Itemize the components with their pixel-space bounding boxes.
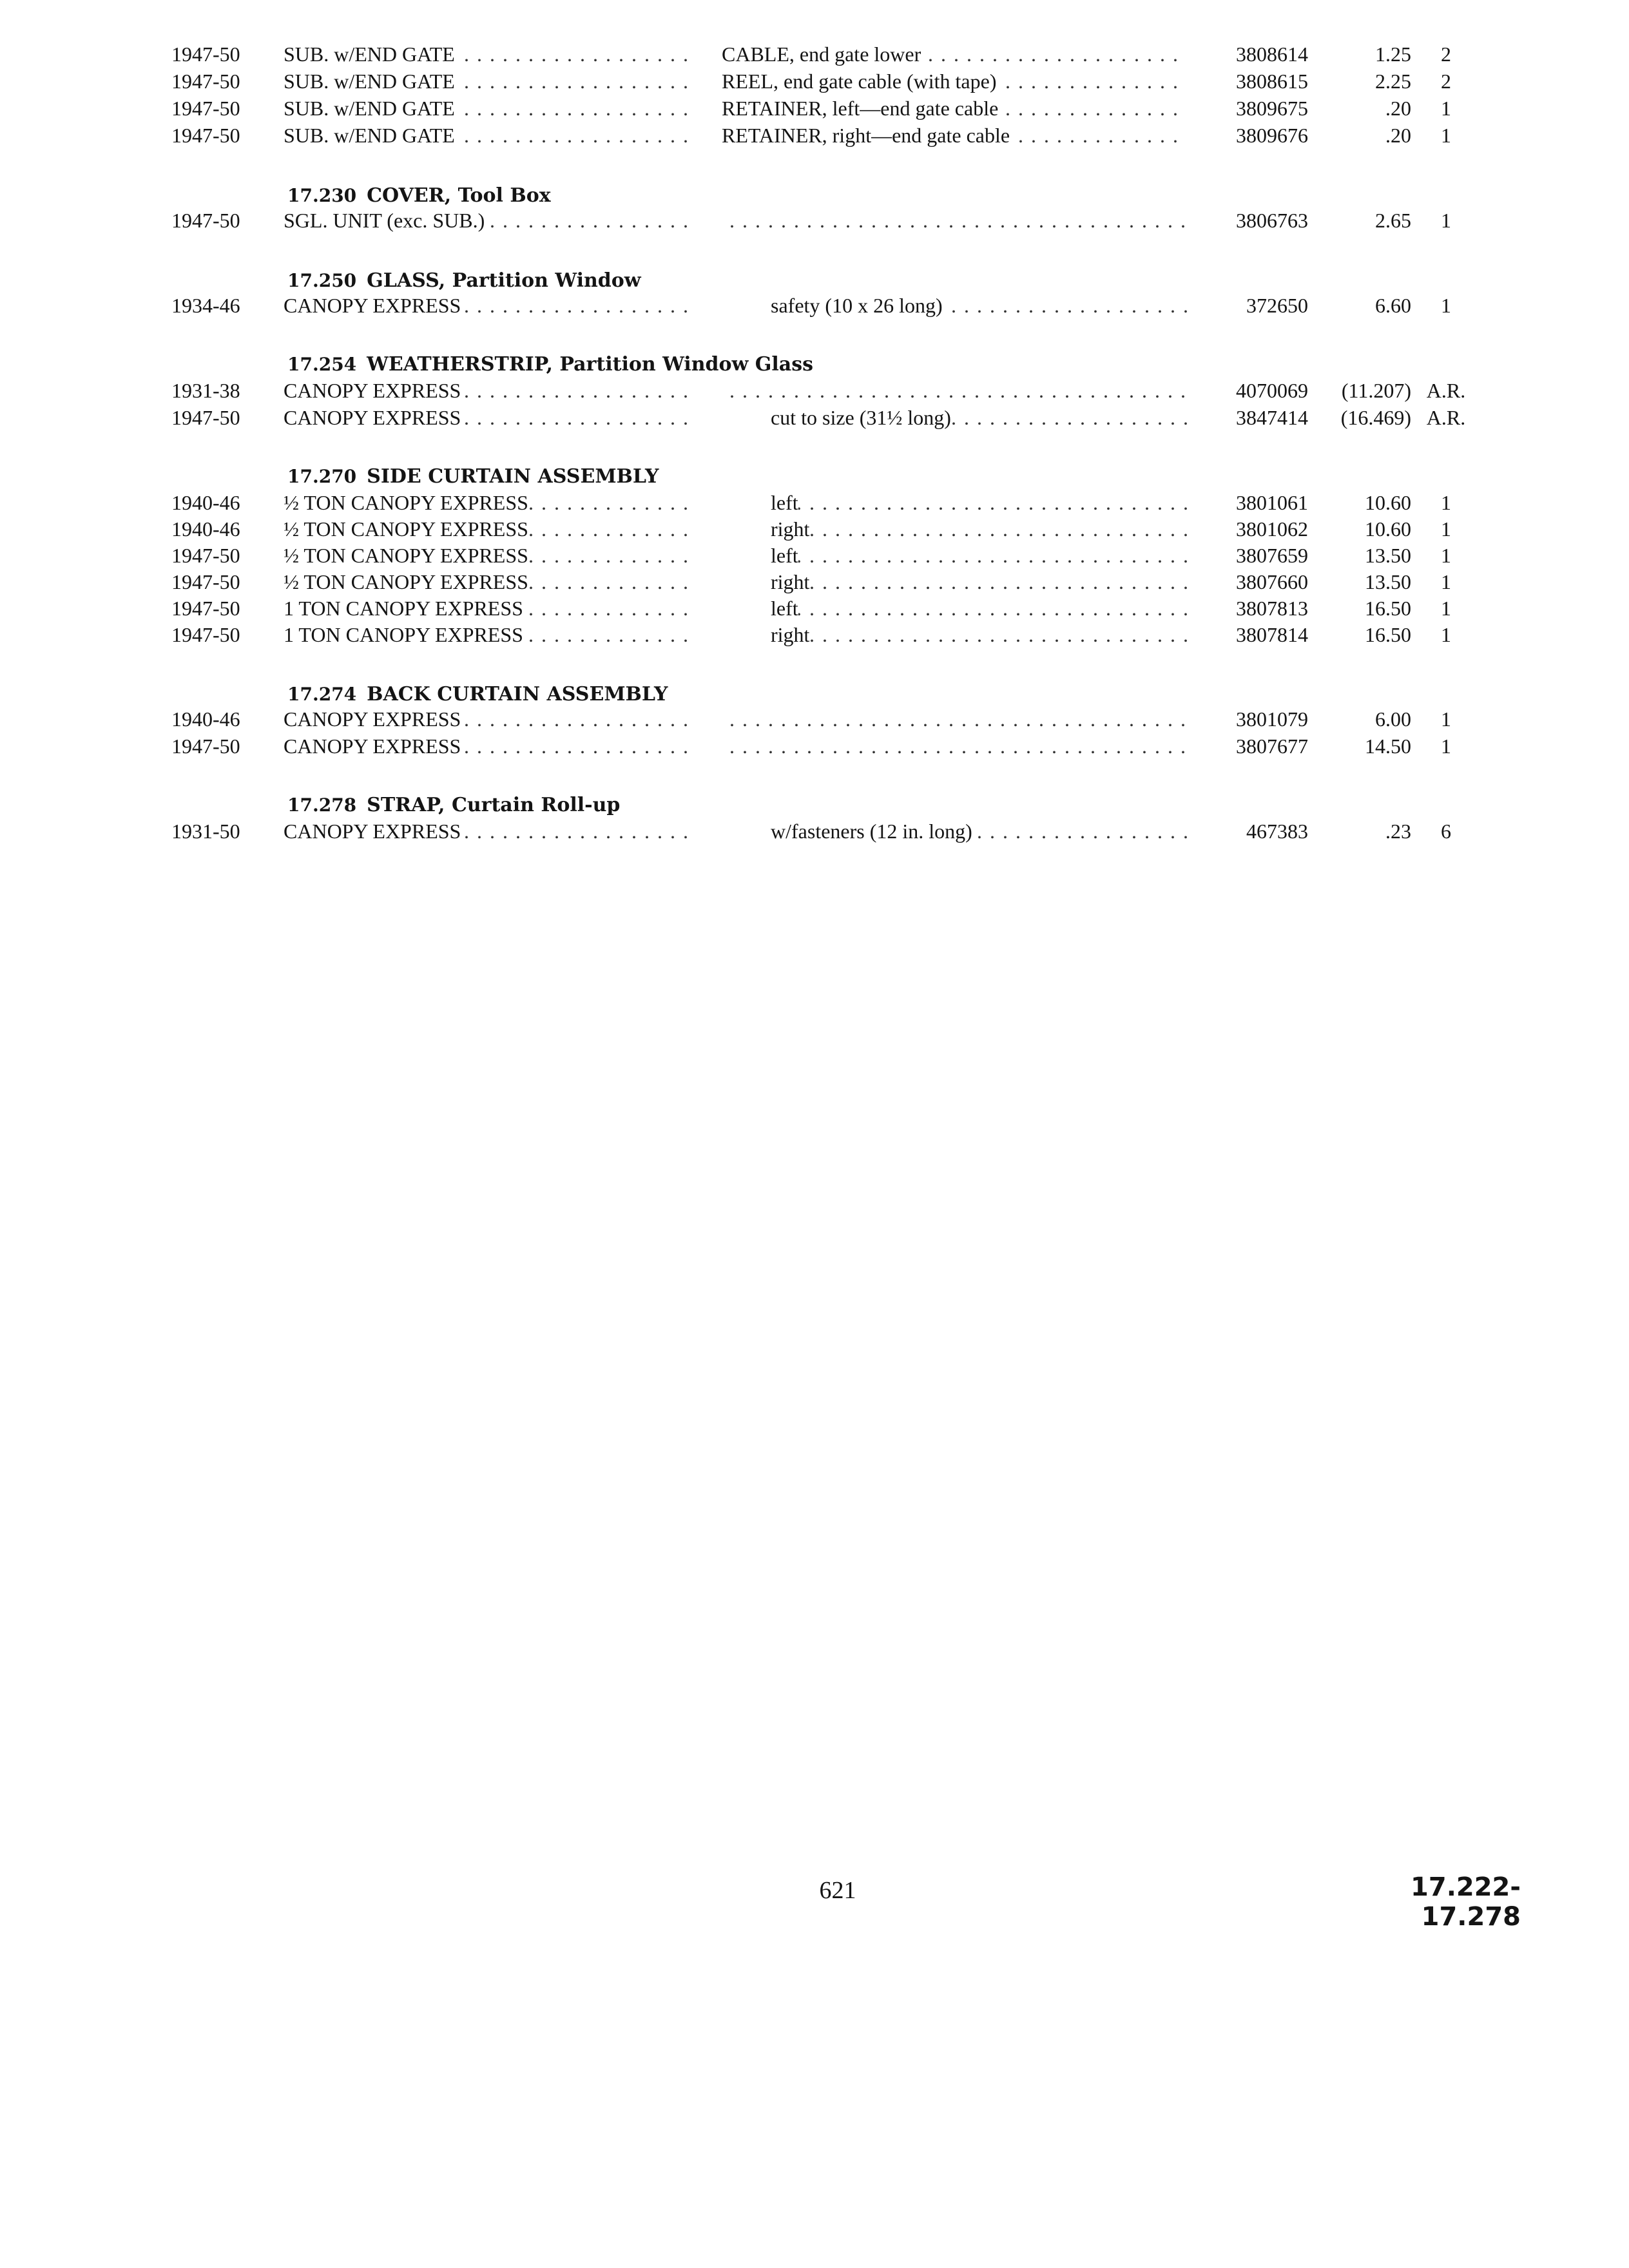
year-range: 1947-50 bbox=[171, 70, 240, 93]
quantity: 1 bbox=[1441, 544, 1451, 567]
section-title: BACK CURTAIN ASSEMBLY bbox=[367, 683, 668, 706]
part-description: RETAINER, right—end gate cable . . . bbox=[722, 121, 1187, 149]
part-number: 4070069 bbox=[1236, 379, 1308, 402]
part-description bbox=[722, 705, 1187, 733]
table-row bbox=[0, 817, 1629, 845]
part-description bbox=[722, 732, 1187, 760]
table-row bbox=[0, 541, 1629, 570]
part-description: right . . . bbox=[771, 620, 1187, 649]
table-row bbox=[0, 206, 1629, 235]
model-name: SGL. UNIT (exc. SUB.) . . . bbox=[284, 206, 696, 235]
model-name: SUB. w/END GATE . . . bbox=[284, 121, 696, 149]
quantity: 1 bbox=[1441, 209, 1451, 232]
section-heading bbox=[287, 463, 659, 491]
table-row bbox=[0, 121, 1629, 149]
table-row bbox=[0, 594, 1629, 622]
list-price: 1.25 bbox=[1375, 43, 1411, 66]
list-price: (11.207) bbox=[1341, 379, 1411, 402]
model-name: 1 TON CANOPY EXPRESS . . . bbox=[284, 620, 696, 649]
table-row bbox=[0, 705, 1629, 733]
part-number: 372650 bbox=[1246, 294, 1308, 317]
part-description bbox=[722, 376, 1187, 405]
part-description: left . . . bbox=[771, 541, 1187, 570]
section-number: 17.230 bbox=[287, 185, 357, 206]
quantity: 1 bbox=[1441, 597, 1451, 620]
list-price: 13.50 bbox=[1365, 570, 1411, 593]
table-row bbox=[0, 732, 1629, 760]
part-description bbox=[722, 206, 1187, 235]
quantity: A.R. bbox=[1426, 406, 1466, 429]
list-price: 6.60 bbox=[1375, 294, 1411, 317]
table-row bbox=[0, 67, 1629, 95]
part-number: 3807814 bbox=[1236, 623, 1308, 646]
part-number: 3807677 bbox=[1236, 735, 1308, 758]
section-title: COVER, Tool Box bbox=[367, 184, 551, 207]
table-row bbox=[0, 94, 1629, 122]
quantity: 1 bbox=[1441, 623, 1451, 646]
part-number: 3801062 bbox=[1236, 517, 1308, 541]
list-price: 16.50 bbox=[1365, 623, 1411, 646]
quantity: 1 bbox=[1441, 491, 1451, 514]
model-name: CANOPY EXPRESS . . . bbox=[284, 705, 696, 733]
part-number: 3801061 bbox=[1236, 491, 1308, 514]
section-title: SIDE CURTAIN ASSEMBLY bbox=[367, 465, 659, 488]
model-name: SUB. w/END GATE . . . bbox=[284, 40, 696, 68]
list-price: .20 bbox=[1385, 97, 1411, 120]
part-number: 3801079 bbox=[1236, 707, 1308, 731]
quantity: 1 bbox=[1441, 294, 1451, 317]
list-price: 16.50 bbox=[1365, 597, 1411, 620]
part-number: 3807660 bbox=[1236, 570, 1308, 593]
page-number: 621 bbox=[819, 1877, 856, 1904]
part-number: 3806763 bbox=[1236, 209, 1308, 232]
part-description: right . . . bbox=[771, 568, 1187, 596]
list-price: 2.25 bbox=[1375, 70, 1411, 93]
list-price: 6.00 bbox=[1375, 707, 1411, 731]
model-name: CANOPY EXPRESS . . . bbox=[284, 817, 696, 845]
part-description: CABLE, end gate lower . . . bbox=[722, 40, 1187, 68]
year-range: 1947-50 bbox=[171, 124, 240, 147]
year-range: 1947-50 bbox=[171, 97, 240, 120]
part-number: 3808614 bbox=[1236, 43, 1308, 66]
model-name: CANOPY EXPRESS . . . bbox=[284, 376, 696, 405]
model-name: CANOPY EXPRESS . . . bbox=[284, 732, 696, 760]
quantity: 1 bbox=[1441, 517, 1451, 541]
part-description: w/fasteners (12 in. long) . . . bbox=[771, 817, 1187, 845]
list-price: 10.60 bbox=[1365, 517, 1411, 541]
page-range: 17.222-17.278 bbox=[1411, 1872, 1521, 1932]
year-range: 1947-50 bbox=[171, 209, 240, 232]
model-name: ½ TON CANOPY EXPRESS . . . bbox=[284, 488, 696, 517]
part-description: left . . . bbox=[771, 594, 1187, 622]
year-range: 1947-50 bbox=[171, 406, 240, 429]
model-name: ½ TON CANOPY EXPRESS . . . bbox=[284, 515, 696, 543]
table-row bbox=[0, 40, 1629, 68]
list-price: .23 bbox=[1385, 820, 1411, 843]
year-range: 1947-50 bbox=[171, 570, 240, 593]
list-price: 14.50 bbox=[1365, 735, 1411, 758]
year-range: 1947-50 bbox=[171, 597, 240, 620]
section-title: WEATHERSTRIP, Partition Window Glass bbox=[367, 353, 813, 376]
section-number: 17.274 bbox=[287, 684, 357, 705]
quantity: 1 bbox=[1441, 124, 1451, 147]
part-description: RETAINER, left—end gate cable . . . bbox=[722, 94, 1187, 122]
section-number: 17.278 bbox=[287, 794, 357, 816]
table-row bbox=[0, 291, 1629, 320]
table-row bbox=[0, 620, 1629, 649]
list-price: 13.50 bbox=[1365, 544, 1411, 567]
part-number: 3809675 bbox=[1236, 97, 1308, 120]
quantity: 1 bbox=[1441, 570, 1451, 593]
quantity: 1 bbox=[1441, 97, 1451, 120]
part-number: 3809676 bbox=[1236, 124, 1308, 147]
part-description: safety (10 x 26 long) . . . bbox=[771, 291, 1187, 320]
year-range: 1947-50 bbox=[171, 623, 240, 646]
section-title: GLASS, Partition Window bbox=[367, 269, 641, 292]
section-number: 17.254 bbox=[287, 354, 357, 375]
year-range: 1947-50 bbox=[171, 735, 240, 758]
part-number: 3807813 bbox=[1236, 597, 1308, 620]
model-name: CANOPY EXPRESS . . . bbox=[284, 403, 696, 432]
part-number: 467383 bbox=[1246, 820, 1308, 843]
part-description: right . . . bbox=[771, 515, 1187, 543]
year-range: 1934-46 bbox=[171, 294, 240, 317]
quantity: 2 bbox=[1441, 70, 1451, 93]
model-name: SUB. w/END GATE . . . bbox=[284, 67, 696, 95]
table-row bbox=[0, 376, 1629, 405]
table-row bbox=[0, 568, 1629, 596]
part-description: left . . . bbox=[771, 488, 1187, 517]
part-description: REEL, end gate cable (with tape) . . . bbox=[722, 67, 1187, 95]
part-number: 3808615 bbox=[1236, 70, 1308, 93]
part-number: 3847414 bbox=[1236, 406, 1308, 429]
model-name: ½ TON CANOPY EXPRESS . . . bbox=[284, 541, 696, 570]
model-name: 1 TON CANOPY EXPRESS . . . bbox=[284, 594, 696, 622]
section-number: 17.270 bbox=[287, 466, 357, 487]
model-name: SUB. w/END GATE . . . bbox=[284, 94, 696, 122]
section-heading bbox=[287, 351, 813, 379]
quantity: 6 bbox=[1441, 820, 1451, 843]
list-price: (16.469) bbox=[1340, 406, 1411, 429]
table-row bbox=[0, 403, 1629, 432]
year-range: 1947-50 bbox=[171, 544, 240, 567]
part-number: 3807659 bbox=[1236, 544, 1308, 567]
quantity: A.R. bbox=[1426, 379, 1466, 402]
model-name: CANOPY EXPRESS . . . bbox=[284, 291, 696, 320]
year-range: 1940-46 bbox=[171, 707, 240, 731]
list-price: .20 bbox=[1385, 124, 1411, 147]
year-range: 1940-46 bbox=[171, 517, 240, 541]
table-row bbox=[0, 515, 1629, 543]
quantity: 1 bbox=[1441, 707, 1451, 731]
part-description: cut to size (31½ long) . . . bbox=[771, 403, 1187, 432]
year-range: 1940-46 bbox=[171, 491, 240, 514]
list-price: 10.60 bbox=[1365, 491, 1411, 514]
year-range: 1931-38 bbox=[171, 379, 240, 402]
section-title: STRAP, Curtain Roll-up bbox=[367, 794, 621, 816]
list-price: 2.65 bbox=[1375, 209, 1411, 232]
model-name: ½ TON CANOPY EXPRESS . . . bbox=[284, 568, 696, 596]
year-range: 1931-50 bbox=[171, 820, 240, 843]
quantity: 2 bbox=[1441, 43, 1451, 66]
section-number: 17.250 bbox=[287, 270, 357, 291]
year-range: 1947-50 bbox=[171, 43, 240, 66]
quantity: 1 bbox=[1441, 735, 1451, 758]
section-heading bbox=[287, 791, 620, 820]
table-row bbox=[0, 488, 1629, 517]
